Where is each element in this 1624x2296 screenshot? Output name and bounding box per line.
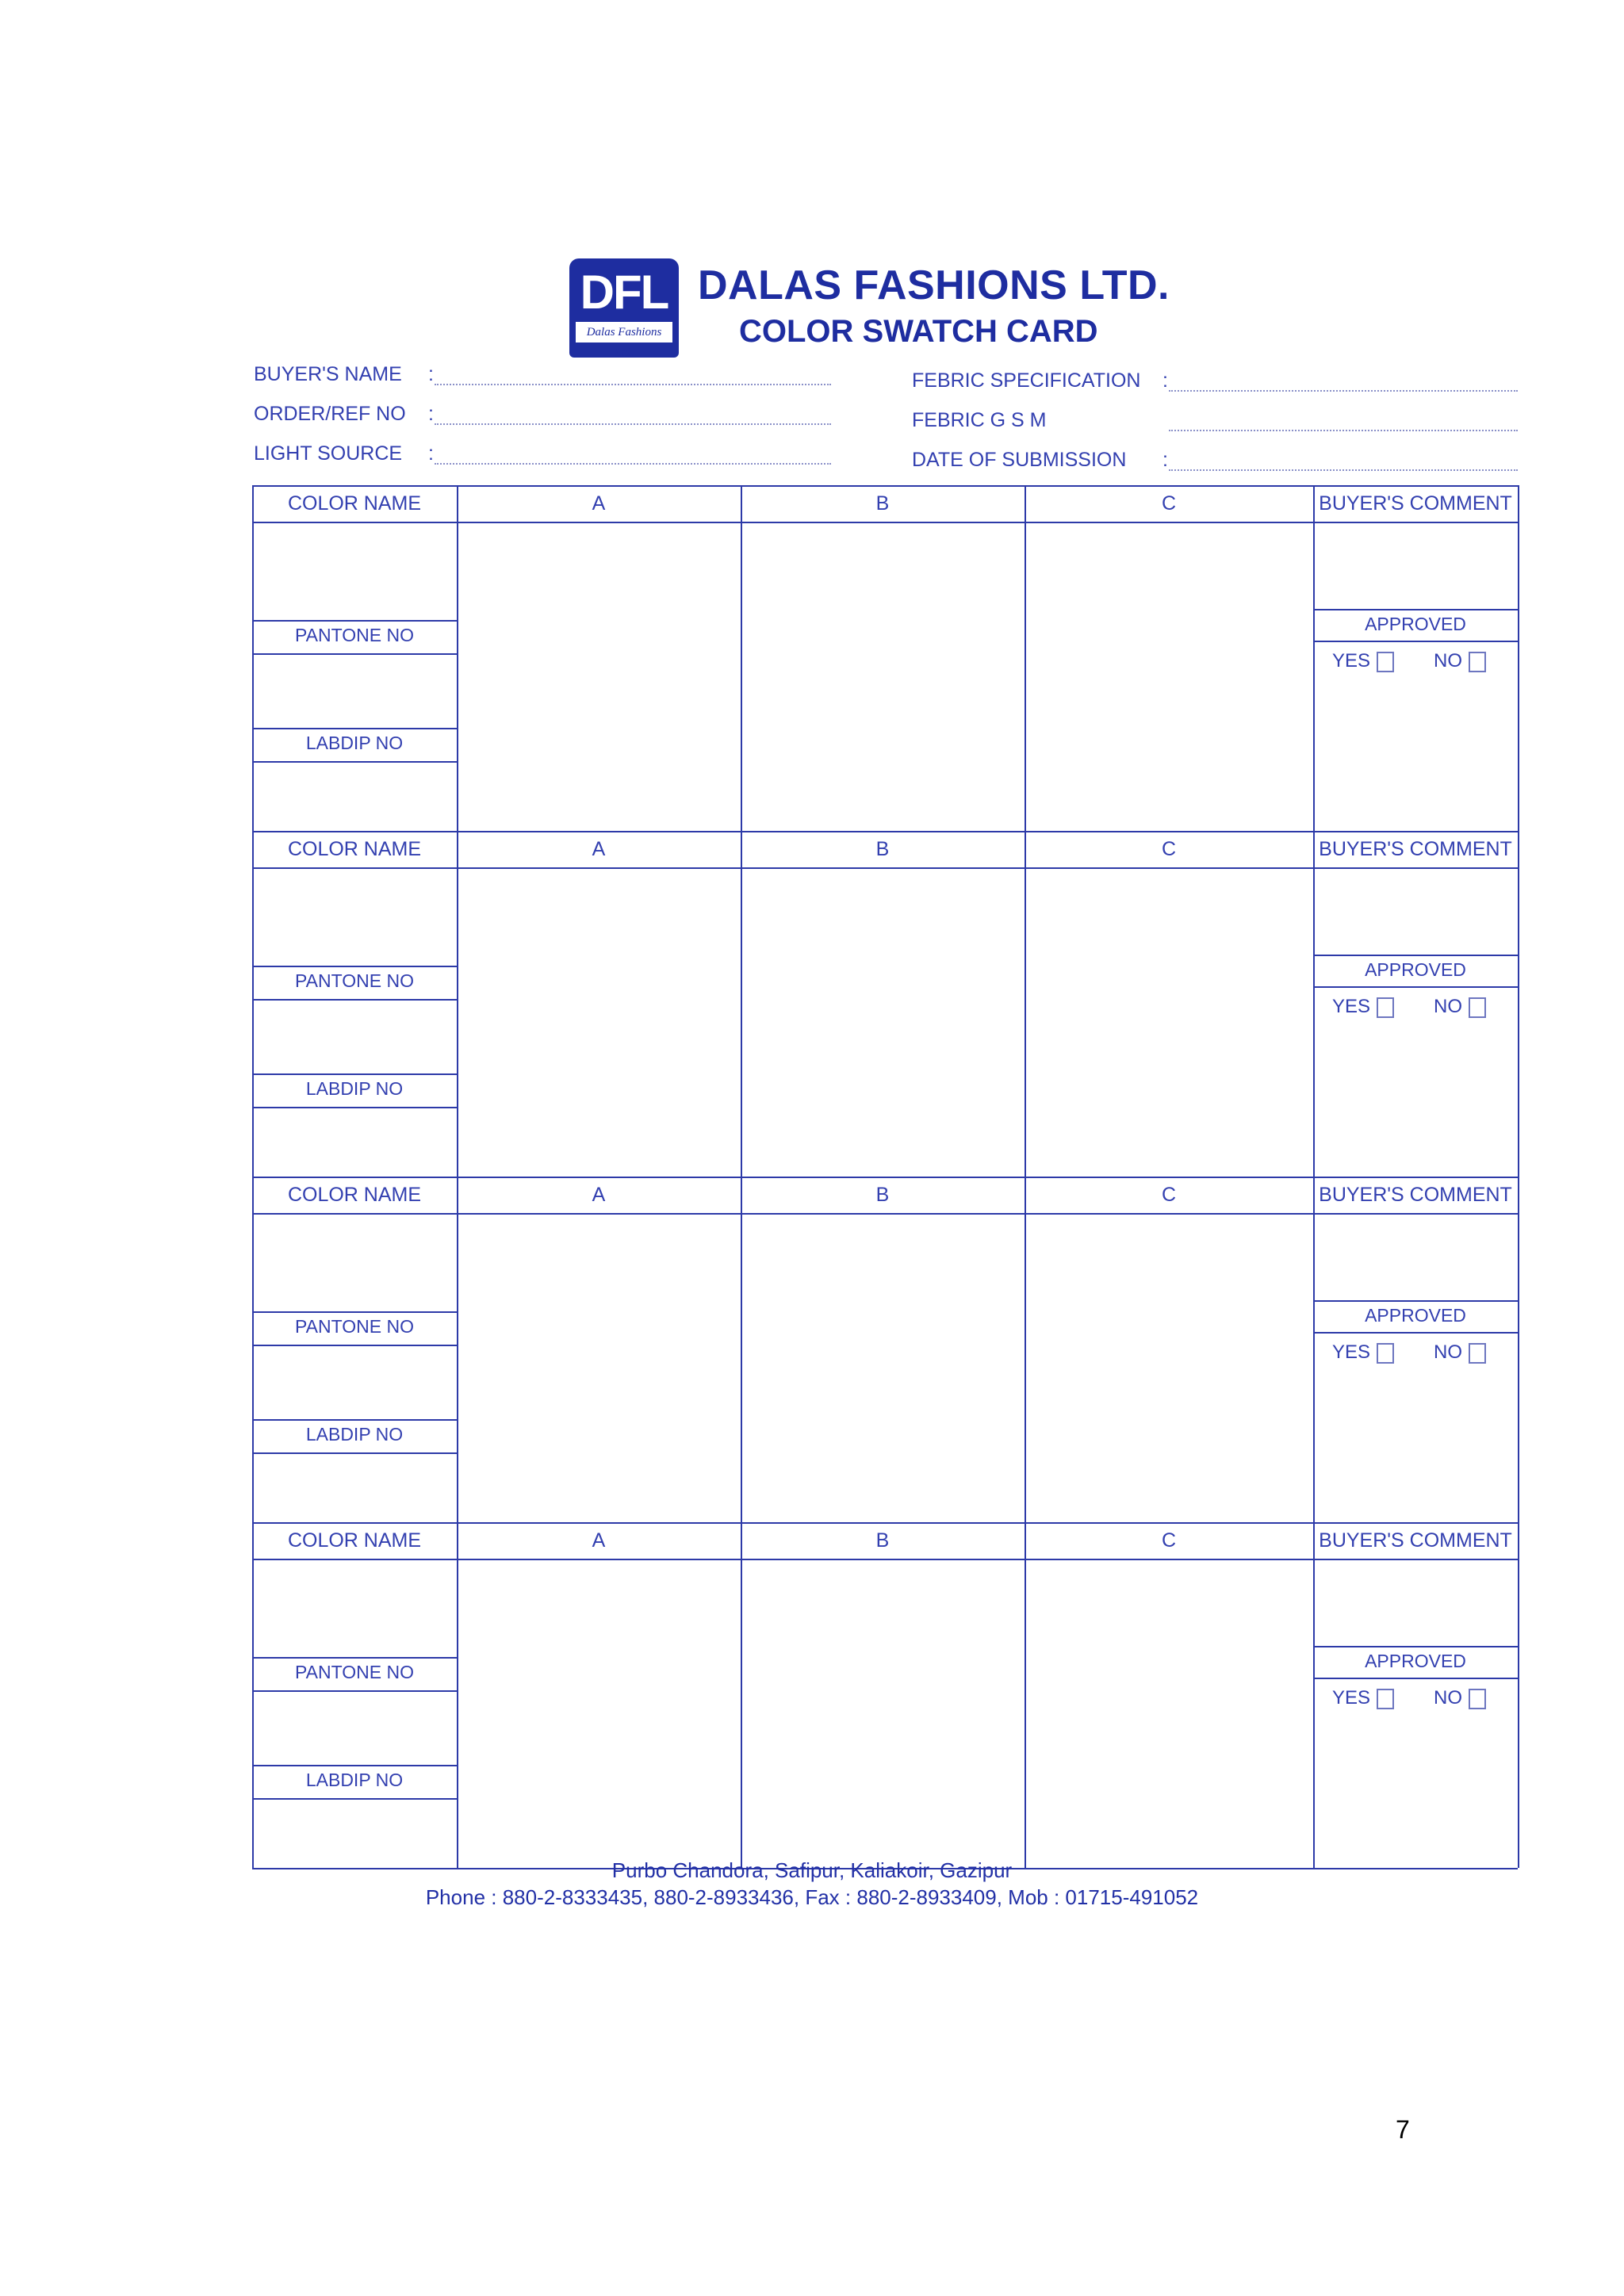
column-c-header: C <box>1161 1529 1177 1552</box>
color-name-input[interactable] <box>255 1562 454 1655</box>
grid-line <box>252 966 457 967</box>
swatch-c-area[interactable] <box>1028 1562 1312 1866</box>
grid-line <box>741 485 742 831</box>
grid-line <box>1313 1678 1518 1679</box>
grid-line <box>252 867 1518 869</box>
pantone-no-label: PANTONE NO <box>295 1316 414 1337</box>
grid-line <box>1025 831 1026 1177</box>
footer-contacts: Phone : 880-2-8333435, 880-2-8933436, Fax : 880-2-8933409, Mob : 01715-491052 <box>425 1885 1199 1909</box>
column-b-header: B <box>875 1529 890 1552</box>
field-colon: : <box>428 442 434 465</box>
labdip-no-input[interactable] <box>255 1801 454 1866</box>
grid-line <box>741 1177 742 1522</box>
grid-line <box>1313 641 1518 642</box>
grid-line <box>1313 1332 1518 1334</box>
grid-line <box>457 831 458 1177</box>
grid-line <box>1025 1522 1026 1868</box>
swatch-c-area[interactable] <box>1028 871 1312 1175</box>
grid-line <box>457 1522 458 1868</box>
approved-label: APPROVED <box>1365 614 1466 634</box>
color-name-header: COLOR NAME <box>287 492 422 515</box>
pantone-no-label: PANTONE NO <box>295 970 414 991</box>
company-logo <box>569 258 679 358</box>
swatch-a-area[interactable] <box>460 1216 739 1521</box>
swatch-b-area[interactable] <box>744 1562 1023 1866</box>
swatch-a-area[interactable] <box>460 1562 739 1866</box>
buyers-comment-input[interactable] <box>1316 1216 1516 1299</box>
submission-date-field[interactable] <box>1169 469 1518 471</box>
grid-line <box>1313 1177 1315 1522</box>
labdip-no-label: LABDIP NO <box>305 1424 404 1445</box>
color-name-header: COLOR NAME <box>287 1184 422 1206</box>
buyers-comment-input[interactable] <box>1316 871 1516 953</box>
swatch-b-area[interactable] <box>744 1216 1023 1521</box>
buyers-comment-header: BUYER'S COMMENT <box>1319 1184 1512 1206</box>
labdip-no-label: LABDIP NO <box>305 733 404 753</box>
form-title: COLOR SWATCH CARD <box>739 314 1098 349</box>
grid-line <box>252 620 457 622</box>
approved-label: APPROVED <box>1365 1305 1466 1326</box>
field-colon: : <box>428 403 434 425</box>
approval-options <box>1332 1687 1486 1709</box>
yes-checkbox[interactable] <box>1377 652 1394 672</box>
yes-label: YES <box>1332 1687 1371 1709</box>
grid-line <box>252 831 254 1177</box>
column-b-header: B <box>875 838 890 860</box>
buyers-name-label: BUYER'S NAME <box>254 363 402 385</box>
footer-address: Purbo Chandora, Safipur, Kaliakoir, Gazipur <box>611 1858 1013 1882</box>
grid-line <box>1313 1646 1518 1647</box>
no-checkbox[interactable] <box>1469 997 1486 1018</box>
no-label: NO <box>1434 1687 1463 1709</box>
grid-line <box>252 1073 457 1075</box>
grid-line <box>252 1559 1518 1560</box>
logo-tagline: Dalas Fashions Ltd. <box>576 322 672 342</box>
yes-label: YES <box>1332 650 1371 672</box>
approved-label: APPROVED <box>1365 959 1466 980</box>
no-label: NO <box>1434 996 1463 1017</box>
grid-line <box>252 1452 457 1454</box>
grid-line <box>252 1765 457 1766</box>
approved-label: APPROVED <box>1365 1651 1466 1671</box>
grid-line <box>252 1798 457 1800</box>
color-name-input[interactable] <box>255 871 454 964</box>
grid-line <box>252 999 457 1001</box>
light-source-field[interactable] <box>435 463 831 465</box>
pantone-no-input[interactable] <box>255 1693 454 1763</box>
swatch-c-area[interactable] <box>1028 1216 1312 1521</box>
light-source-label: LIGHT SOURCE <box>254 442 403 465</box>
approval-options <box>1332 1341 1486 1364</box>
no-checkbox[interactable] <box>1469 1343 1486 1364</box>
column-c-header: C <box>1161 838 1177 860</box>
grid-line <box>252 1690 457 1692</box>
fabric-gsm-label: FEBRIC G S M <box>912 409 1047 431</box>
fabric-gsm-field[interactable] <box>1169 430 1518 431</box>
buyers-comment-header: BUYER'S COMMENT <box>1319 492 1512 515</box>
swatch-b-area[interactable] <box>744 525 1023 829</box>
swatch-a-area[interactable] <box>460 525 739 829</box>
column-a-header: A <box>592 492 606 515</box>
approval-options <box>1332 650 1486 672</box>
pantone-no-input[interactable] <box>255 656 454 726</box>
grid-line <box>252 1107 457 1108</box>
grid-line <box>252 485 254 831</box>
grid-line <box>252 728 457 729</box>
column-b-header: B <box>875 1184 890 1206</box>
yes-label: YES <box>1332 996 1371 1017</box>
grid-line <box>1313 986 1518 988</box>
color-name-header: COLOR NAME <box>287 1529 422 1552</box>
swatch-a-area[interactable] <box>460 871 739 1175</box>
grid-line <box>1313 831 1315 1177</box>
grid-line <box>1518 831 1519 1177</box>
no-label: NO <box>1434 1341 1463 1363</box>
color-name-input[interactable] <box>255 525 454 618</box>
column-a-header: A <box>592 1184 606 1206</box>
grid-line <box>1025 1177 1026 1522</box>
swatch-c-area[interactable] <box>1028 525 1312 829</box>
yes-label: YES <box>1332 1341 1371 1363</box>
field-colon: : <box>428 363 434 385</box>
grid-line <box>457 1177 458 1522</box>
buyers-comment-header: BUYER'S COMMENT <box>1319 1529 1512 1552</box>
grid-line <box>252 1345 457 1346</box>
pantone-no-label: PANTONE NO <box>295 1662 414 1682</box>
grid-line <box>1313 609 1518 610</box>
fabric-spec-field[interactable] <box>1169 390 1518 392</box>
swatch-b-area[interactable] <box>744 871 1023 1175</box>
grid-line <box>252 522 1518 523</box>
grid-line <box>1025 485 1026 831</box>
field-colon: : <box>1162 449 1168 471</box>
grid-line <box>457 485 458 831</box>
no-checkbox[interactable] <box>1469 1689 1486 1709</box>
labdip-no-input[interactable] <box>255 1456 454 1521</box>
page-number: 7 <box>1396 2115 1410 2144</box>
buyers-comment-input[interactable] <box>1316 525 1516 607</box>
company-name: DALAS FASHIONS LTD. <box>698 262 1170 308</box>
grid-line <box>252 1419 457 1421</box>
swatch-block <box>252 831 1518 1177</box>
grid-line <box>1518 1177 1519 1522</box>
grid-line <box>252 761 457 763</box>
grid-line <box>1313 485 1315 831</box>
order-ref-label: ORDER/REF NO <box>254 403 406 425</box>
column-c-header: C <box>1161 492 1177 515</box>
grid-line <box>741 831 742 1177</box>
grid-line <box>1313 955 1518 956</box>
no-checkbox[interactable] <box>1469 652 1486 672</box>
labdip-no-input[interactable] <box>255 1110 454 1175</box>
grid-line <box>1313 1300 1518 1302</box>
grid-line <box>252 1177 254 1522</box>
buyers-comment-header: BUYER'S COMMENT <box>1319 838 1512 860</box>
grid-line <box>1313 1522 1315 1868</box>
no-label: NO <box>1434 650 1463 672</box>
swatch-block <box>252 485 1518 831</box>
pantone-no-input[interactable] <box>255 1002 454 1072</box>
grid-line <box>741 1522 742 1868</box>
labdip-no-label: LABDIP NO <box>305 1078 404 1099</box>
submission-date-label: DATE OF SUBMISSION <box>912 449 1127 471</box>
grid-line <box>252 1522 254 1868</box>
column-c-header: C <box>1161 1184 1177 1206</box>
column-b-header: B <box>875 492 890 515</box>
grid-line <box>1518 1522 1519 1868</box>
swatch-block <box>252 1522 1518 1868</box>
labdip-no-label: LABDIP NO <box>305 1770 404 1790</box>
yes-checkbox[interactable] <box>1377 997 1394 1018</box>
yes-checkbox[interactable] <box>1377 1689 1394 1709</box>
yes-checkbox[interactable] <box>1377 1343 1394 1364</box>
color-name-header: COLOR NAME <box>287 838 422 860</box>
buyers-name-field[interactable] <box>435 384 831 385</box>
buyers-comment-input[interactable] <box>1316 1562 1516 1644</box>
grid-line <box>252 1311 457 1313</box>
pantone-no-label: PANTONE NO <box>295 625 414 645</box>
approval-options <box>1332 996 1486 1018</box>
color-name-input[interactable] <box>255 1216 454 1310</box>
grid-line <box>252 653 457 655</box>
pantone-no-input[interactable] <box>255 1348 454 1418</box>
field-colon: : <box>1162 369 1168 392</box>
labdip-no-input[interactable] <box>255 764 454 829</box>
swatch-block <box>252 1177 1518 1522</box>
grid-line <box>252 1657 457 1659</box>
fabric-spec-label: FEBRIC SPECIFICATION <box>912 369 1141 392</box>
grid-line <box>1518 485 1519 831</box>
column-a-header: A <box>592 1529 606 1552</box>
column-a-header: A <box>592 838 606 860</box>
grid-line <box>252 1213 1518 1215</box>
order-ref-field[interactable] <box>435 423 831 425</box>
logo-monogram: DFL <box>580 266 668 319</box>
